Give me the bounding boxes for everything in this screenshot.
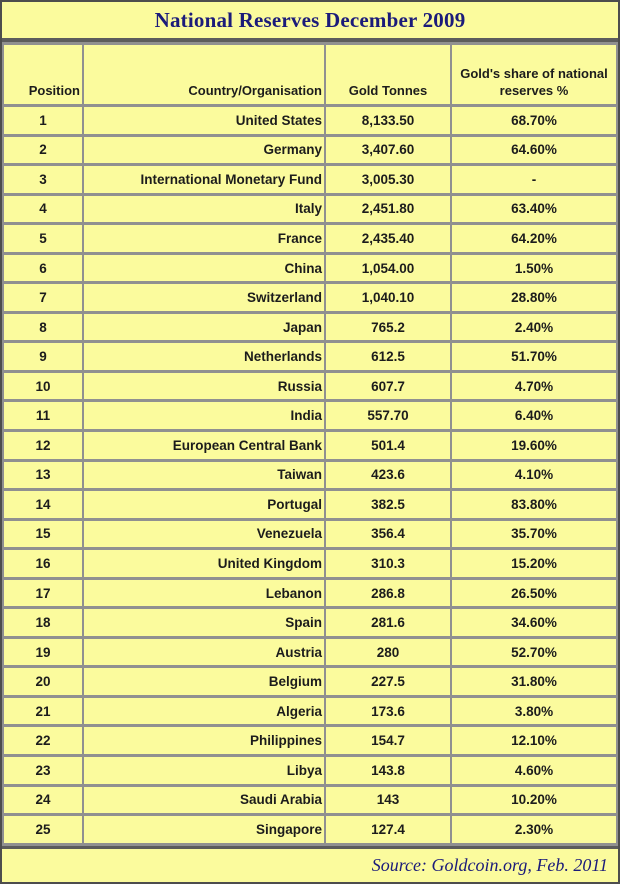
national-reserves-table [2,42,618,846]
gold-tonnes-cell: 127.4 [325,815,451,845]
position-cell: 1 [3,106,83,136]
table-row [3,785,617,815]
gold-tonnes-cell: 2,435.40 [325,224,451,254]
position-cell: 12 [3,431,83,461]
country-cell: United States [83,106,325,136]
gold-tonnes-cell: 607.7 [325,371,451,401]
table-row [3,135,617,165]
gold-tonnes-cell: 173.6 [325,696,451,726]
country-cell: China [83,253,325,283]
gold-share-cell: 34.60% [451,608,617,638]
source-note: Source: Goldcoin.org, Feb. 2011 [2,846,618,882]
table-row [3,667,617,697]
position-cell: 25 [3,815,83,845]
position-cell: 6 [3,253,83,283]
gold-share-cell: 83.80% [451,490,617,520]
gold-share-cell: 4.10% [451,460,617,490]
position-cell: 7 [3,283,83,313]
country-cell: Philippines [83,726,325,756]
position-cell: 20 [3,667,83,697]
country-cell: India [83,401,325,431]
gold-share-cell: 12.10% [451,726,617,756]
gold-share-cell: 26.50% [451,578,617,608]
gold-tonnes-cell: 3,005.30 [325,165,451,195]
header-gold-share: Gold's share of national reserves % [451,44,617,106]
page-title: National Reserves December 2009 [2,2,618,42]
gold-share-cell: 1.50% [451,253,617,283]
header-position: Position [3,44,83,106]
gold-tonnes-cell: 382.5 [325,490,451,520]
gold-tonnes-cell: 143 [325,785,451,815]
country-cell: International Monetary Fund [83,165,325,195]
gold-tonnes-cell: 227.5 [325,667,451,697]
gold-share-cell: 2.30% [451,815,617,845]
gold-tonnes-cell: 281.6 [325,608,451,638]
gold-tonnes-cell: 765.2 [325,312,451,342]
gold-share-cell: 64.60% [451,135,617,165]
table-row [3,165,617,195]
table-row [3,224,617,254]
position-cell: 10 [3,371,83,401]
country-cell: Austria [83,637,325,667]
position-cell: 14 [3,490,83,520]
gold-share-cell: 68.70% [451,106,617,136]
gold-tonnes-cell: 356.4 [325,519,451,549]
country-cell: Belgium [83,667,325,697]
country-cell: Libya [83,756,325,786]
header-gold-tonnes: Gold Tonnes [325,44,451,106]
table-row [3,194,617,224]
gold-tonnes-cell: 280 [325,637,451,667]
gold-share-cell: 15.20% [451,549,617,579]
table-row [3,578,617,608]
table-row [3,549,617,579]
gold-share-cell: - [451,165,617,195]
country-cell: Germany [83,135,325,165]
table-container [2,42,618,846]
position-cell: 3 [3,165,83,195]
table-row [3,312,617,342]
country-cell: Singapore [83,815,325,845]
table-row [3,283,617,313]
position-cell: 11 [3,401,83,431]
gold-tonnes-cell: 3,407.60 [325,135,451,165]
table-row [3,371,617,401]
gold-tonnes-cell: 423.6 [325,460,451,490]
table-header [3,44,617,106]
country-cell: Venezuela [83,519,325,549]
position-cell: 21 [3,696,83,726]
table-row [3,696,617,726]
gold-tonnes-cell: 612.5 [325,342,451,372]
position-cell: 15 [3,519,83,549]
country-cell: Spain [83,608,325,638]
gold-tonnes-cell: 8,133.50 [325,106,451,136]
header-row [3,44,617,106]
table-row [3,431,617,461]
table-row [3,460,617,490]
gold-tonnes-cell: 1,054.00 [325,253,451,283]
gold-share-cell: 4.70% [451,371,617,401]
country-cell: European Central Bank [83,431,325,461]
country-cell: Algeria [83,696,325,726]
table-row [3,490,617,520]
gold-share-cell: 64.20% [451,224,617,254]
gold-share-cell: 52.70% [451,637,617,667]
country-cell: Italy [83,194,325,224]
gold-share-cell: 4.60% [451,756,617,786]
position-cell: 4 [3,194,83,224]
gold-share-cell: 6.40% [451,401,617,431]
table-row [3,401,617,431]
position-cell: 16 [3,549,83,579]
position-cell: 2 [3,135,83,165]
gold-share-cell: 63.40% [451,194,617,224]
table-body [3,106,617,845]
table-row [3,756,617,786]
gold-share-cell: 3.80% [451,696,617,726]
table-row [3,519,617,549]
country-cell: Taiwan [83,460,325,490]
position-cell: 13 [3,460,83,490]
position-cell: 24 [3,785,83,815]
position-cell: 19 [3,637,83,667]
gold-tonnes-cell: 310.3 [325,549,451,579]
gold-share-cell: 51.70% [451,342,617,372]
gold-tonnes-cell: 1,040.10 [325,283,451,313]
table-row [3,342,617,372]
position-cell: 22 [3,726,83,756]
position-cell: 17 [3,578,83,608]
country-cell: France [83,224,325,254]
table-row [3,637,617,667]
gold-share-cell: 31.80% [451,667,617,697]
country-cell: United Kingdom [83,549,325,579]
country-cell: Netherlands [83,342,325,372]
table-row [3,253,617,283]
header-country: Country/Organisation [83,44,325,106]
table-row [3,608,617,638]
position-cell: 9 [3,342,83,372]
table-row [3,726,617,756]
country-cell: Saudi Arabia [83,785,325,815]
country-cell: Japan [83,312,325,342]
country-cell: Lebanon [83,578,325,608]
position-cell: 5 [3,224,83,254]
position-cell: 23 [3,756,83,786]
position-cell: 8 [3,312,83,342]
gold-share-cell: 19.60% [451,431,617,461]
table-row [3,815,617,845]
gold-share-cell: 28.80% [451,283,617,313]
gold-share-cell: 10.20% [451,785,617,815]
gold-share-cell: 2.40% [451,312,617,342]
country-cell: Portugal [83,490,325,520]
gold-tonnes-cell: 2,451.80 [325,194,451,224]
table-row [3,106,617,136]
gold-tonnes-cell: 557.70 [325,401,451,431]
gold-tonnes-cell: 154.7 [325,726,451,756]
gold-share-cell: 35.70% [451,519,617,549]
country-cell: Russia [83,371,325,401]
position-cell: 18 [3,608,83,638]
gold-tonnes-cell: 143.8 [325,756,451,786]
gold-tonnes-cell: 501.4 [325,431,451,461]
gold-tonnes-cell: 286.8 [325,578,451,608]
country-cell: Switzerland [83,283,325,313]
